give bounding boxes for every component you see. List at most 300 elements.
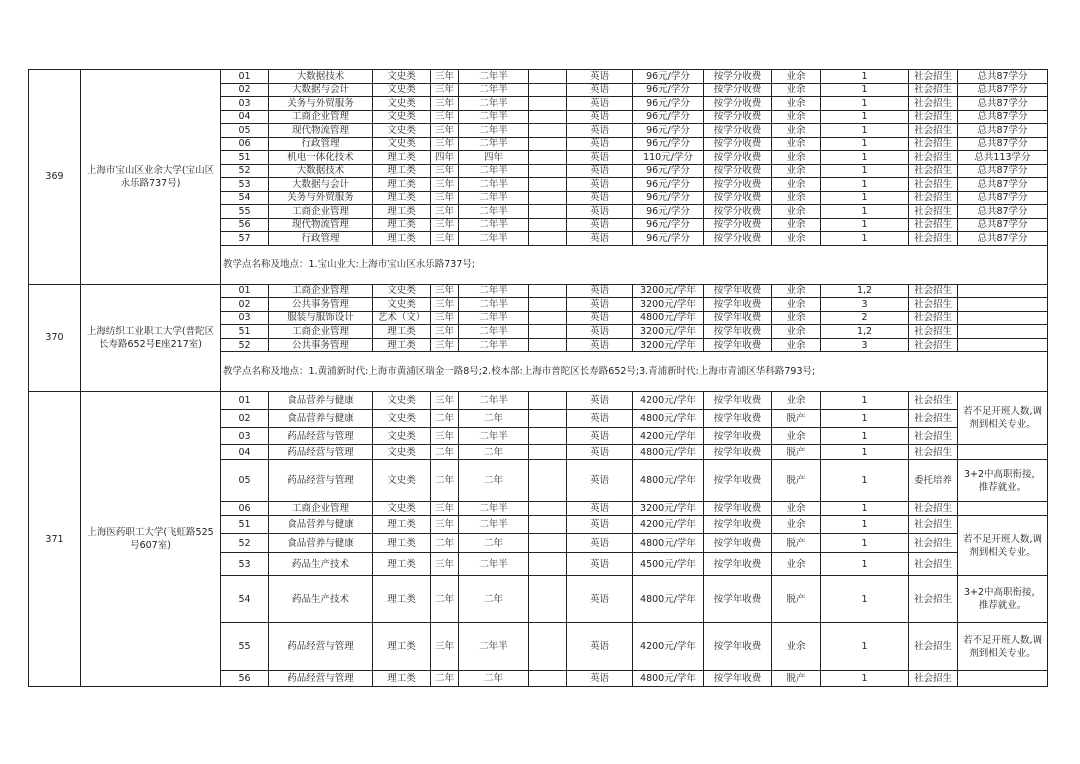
teaching-site: 1 <box>821 671 909 687</box>
program-length: 三年 <box>431 205 459 219</box>
program-length: 三年 <box>431 325 459 339</box>
study-length: 二年 <box>459 576 529 623</box>
blank-cell <box>529 124 567 138</box>
program-length: 二年 <box>431 671 459 687</box>
exam-language: 英语 <box>567 124 633 138</box>
study-mode: 业余 <box>772 164 821 178</box>
remark <box>958 338 1048 352</box>
exam-language: 英语 <box>567 83 633 97</box>
study-mode: 业余 <box>772 232 821 246</box>
major-name: 机电一体化技术 <box>269 151 373 165</box>
blank-cell <box>529 623 567 671</box>
tuition-fee: 4500元/学年 <box>633 553 704 576</box>
study-mode: 业余 <box>772 191 821 205</box>
program-code: 04 <box>221 445 269 460</box>
study-mode: 脱产 <box>772 576 821 623</box>
enrollment-type: 社会招生 <box>909 232 958 246</box>
study-mode: 业余 <box>772 311 821 325</box>
remark: 总共87学分 <box>958 83 1048 97</box>
blank-cell <box>529 338 567 352</box>
tuition-fee: 3200元/学年 <box>633 502 704 516</box>
blank-cell <box>529 151 567 165</box>
major-name: 大数据与会计 <box>269 83 373 97</box>
enrollment-type: 社会招生 <box>909 298 958 312</box>
tuition-fee: 96元/学分 <box>633 137 704 151</box>
school-number: 369 <box>29 70 81 285</box>
teaching-site: 1 <box>821 110 909 124</box>
blank-cell <box>529 534 567 553</box>
table-row <box>29 392 1048 410</box>
program-code: 03 <box>221 428 269 445</box>
tuition-fee: 4200元/学年 <box>633 623 704 671</box>
program-length: 二年 <box>431 445 459 460</box>
remark: 总共87学分 <box>958 178 1048 192</box>
teaching-site: 1 <box>821 164 909 178</box>
fee-method: 按学分收费 <box>704 205 772 219</box>
blank-cell <box>529 232 567 246</box>
major-name: 关务与外贸服务 <box>269 191 373 205</box>
subject-category: 理工类 <box>373 338 431 352</box>
enrollment-type: 社会招生 <box>909 284 958 298</box>
blank-cell <box>529 191 567 205</box>
study-length: 二年半 <box>459 124 529 138</box>
remark <box>958 502 1048 516</box>
school-number: 371 <box>29 392 81 687</box>
fee-method: 按学分收费 <box>704 178 772 192</box>
remark: 总共87学分 <box>958 232 1048 246</box>
program-code: 52 <box>221 338 269 352</box>
teaching-site: 1,2 <box>821 284 909 298</box>
study-mode: 业余 <box>772 392 821 410</box>
fee-method: 按学年收费 <box>704 311 772 325</box>
study-length: 二年半 <box>459 205 529 219</box>
blank-cell <box>529 110 567 124</box>
exam-language: 英语 <box>567 576 633 623</box>
fee-method: 按学年收费 <box>704 623 772 671</box>
tuition-fee: 4800元/学年 <box>633 445 704 460</box>
tuition-fee: 96元/学分 <box>633 205 704 219</box>
fee-method: 按学分收费 <box>704 97 772 111</box>
study-length: 二年 <box>459 534 529 553</box>
blank-cell <box>529 284 567 298</box>
study-mode: 业余 <box>772 110 821 124</box>
blank-cell <box>529 178 567 192</box>
enrollment-type: 社会招生 <box>909 110 958 124</box>
study-length: 二年半 <box>459 232 529 246</box>
remark: 总共87学分 <box>958 137 1048 151</box>
enrollment-type: 社会招生 <box>909 83 958 97</box>
program-code: 55 <box>221 623 269 671</box>
remark <box>958 284 1048 298</box>
major-name: 公共事务管理 <box>269 298 373 312</box>
program-code: 04 <box>221 110 269 124</box>
exam-language: 英语 <box>567 534 633 553</box>
major-name: 工商企业管理 <box>269 205 373 219</box>
program-length: 三年 <box>431 232 459 246</box>
program-length: 三年 <box>431 516 459 534</box>
major-name: 药品生产技术 <box>269 576 373 623</box>
exam-language: 英语 <box>567 298 633 312</box>
program-code: 01 <box>221 70 269 84</box>
program-length: 三年 <box>431 110 459 124</box>
exam-language: 英语 <box>567 110 633 124</box>
exam-language: 英语 <box>567 338 633 352</box>
tuition-fee: 110元/学分 <box>633 151 704 165</box>
remark: 总共87学分 <box>958 191 1048 205</box>
school-name: 上海纺织工业职工大学(普陀区长寿路652号E座217室) <box>81 284 221 392</box>
study-length: 二年半 <box>459 70 529 84</box>
study-length: 二年半 <box>459 325 529 339</box>
blank-cell <box>529 325 567 339</box>
major-name: 服装与服饰设计 <box>269 311 373 325</box>
program-length: 三年 <box>431 311 459 325</box>
study-mode: 业余 <box>772 205 821 219</box>
teaching-site: 1 <box>821 218 909 232</box>
tuition-fee: 4800元/学年 <box>633 311 704 325</box>
enrollment-type: 社会招生 <box>909 137 958 151</box>
exam-language: 英语 <box>567 502 633 516</box>
study-length: 二年 <box>459 460 529 502</box>
blank-cell <box>529 445 567 460</box>
exam-language: 英语 <box>567 232 633 246</box>
study-length: 二年半 <box>459 428 529 445</box>
major-name: 工商企业管理 <box>269 325 373 339</box>
program-code: 02 <box>221 298 269 312</box>
subject-category: 理工类 <box>373 325 431 339</box>
study-length: 二年半 <box>459 516 529 534</box>
study-mode: 业余 <box>772 218 821 232</box>
study-mode: 业余 <box>772 553 821 576</box>
major-name: 大数据技术 <box>269 70 373 84</box>
subject-category: 文史类 <box>373 428 431 445</box>
major-name: 药品经营与管理 <box>269 445 373 460</box>
blank-cell <box>529 576 567 623</box>
study-mode: 业余 <box>772 338 821 352</box>
fee-method: 按学年收费 <box>704 502 772 516</box>
teaching-site: 1 <box>821 83 909 97</box>
major-name: 大数据技术 <box>269 164 373 178</box>
subject-category: 文史类 <box>373 445 431 460</box>
tuition-fee: 96元/学分 <box>633 110 704 124</box>
enrollment-type: 社会招生 <box>909 428 958 445</box>
exam-language: 英语 <box>567 97 633 111</box>
study-mode: 业余 <box>772 623 821 671</box>
study-mode: 业余 <box>772 151 821 165</box>
tuition-fee: 4800元/学年 <box>633 410 704 428</box>
program-length: 三年 <box>431 178 459 192</box>
tuition-fee: 96元/学分 <box>633 97 704 111</box>
enrollment-type: 社会招生 <box>909 97 958 111</box>
exam-language: 英语 <box>567 205 633 219</box>
program-code: 55 <box>221 205 269 219</box>
exam-language: 英语 <box>567 445 633 460</box>
tuition-fee: 3200元/学年 <box>633 325 704 339</box>
study-length: 二年半 <box>459 298 529 312</box>
fee-method: 按学分收费 <box>704 124 772 138</box>
exam-language: 英语 <box>567 311 633 325</box>
fee-method: 按学年收费 <box>704 338 772 352</box>
teaching-site: 1 <box>821 516 909 534</box>
teaching-site: 1 <box>821 232 909 246</box>
program-length: 二年 <box>431 410 459 428</box>
program-length: 二年 <box>431 576 459 623</box>
teaching-site: 1 <box>821 205 909 219</box>
fee-method: 按学年收费 <box>704 284 772 298</box>
remark <box>958 671 1048 687</box>
teaching-site: 2 <box>821 311 909 325</box>
program-code: 02 <box>221 410 269 428</box>
enrollment-type: 社会招生 <box>909 534 958 553</box>
program-code: 53 <box>221 553 269 576</box>
study-mode: 业余 <box>772 516 821 534</box>
major-name: 食品营养与健康 <box>269 392 373 410</box>
blank-cell <box>529 205 567 219</box>
remark <box>958 311 1048 325</box>
program-code: 57 <box>221 232 269 246</box>
enrollment-type: 社会招生 <box>909 623 958 671</box>
study-mode: 业余 <box>772 428 821 445</box>
program-length: 三年 <box>431 298 459 312</box>
enrollment-type: 社会招生 <box>909 392 958 410</box>
fee-method: 按学年收费 <box>704 445 772 460</box>
program-length: 三年 <box>431 164 459 178</box>
tuition-fee: 96元/学分 <box>633 83 704 97</box>
blank-cell <box>529 410 567 428</box>
enrollment-type: 社会招生 <box>909 124 958 138</box>
program-length: 三年 <box>431 70 459 84</box>
program-code: 06 <box>221 137 269 151</box>
subject-category: 理工类 <box>373 671 431 687</box>
study-mode: 业余 <box>772 325 821 339</box>
teaching-site: 1 <box>821 70 909 84</box>
table-row <box>29 70 1048 84</box>
teaching-site: 3 <box>821 298 909 312</box>
tuition-fee: 4200元/学年 <box>633 392 704 410</box>
subject-category: 理工类 <box>373 534 431 553</box>
fee-method: 按学分收费 <box>704 70 772 84</box>
major-name: 行政管理 <box>269 232 373 246</box>
exam-language: 英语 <box>567 623 633 671</box>
exam-language: 英语 <box>567 325 633 339</box>
tuition-fee: 96元/学分 <box>633 70 704 84</box>
study-mode: 业余 <box>772 298 821 312</box>
program-length: 二年 <box>431 534 459 553</box>
teaching-site: 1 <box>821 392 909 410</box>
program-code: 05 <box>221 124 269 138</box>
major-name: 关务与外贸服务 <box>269 97 373 111</box>
program-length: 三年 <box>431 137 459 151</box>
fee-method: 按学年收费 <box>704 460 772 502</box>
teaching-site: 1 <box>821 124 909 138</box>
remark: 若不足开班人数,调剂到相关专业。 <box>958 516 1048 576</box>
tuition-fee: 96元/学分 <box>633 164 704 178</box>
school-number: 370 <box>29 284 81 392</box>
remark: 若不足开班人数,调剂到相关专业。 <box>958 623 1048 671</box>
blank-cell <box>529 428 567 445</box>
program-length: 四年 <box>431 151 459 165</box>
major-name: 食品营养与健康 <box>269 534 373 553</box>
study-length: 二年半 <box>459 502 529 516</box>
subject-category: 理工类 <box>373 191 431 205</box>
tuition-fee: 96元/学分 <box>633 124 704 138</box>
subject-category: 理工类 <box>373 232 431 246</box>
tuition-fee: 96元/学分 <box>633 191 704 205</box>
subject-category: 理工类 <box>373 576 431 623</box>
program-code: 03 <box>221 97 269 111</box>
teaching-site: 1 <box>821 97 909 111</box>
program-length: 三年 <box>431 623 459 671</box>
blank-cell <box>529 460 567 502</box>
fee-method: 按学年收费 <box>704 325 772 339</box>
subject-category: 理工类 <box>373 553 431 576</box>
subject-category: 文史类 <box>373 97 431 111</box>
study-length: 二年 <box>459 445 529 460</box>
major-name: 药品生产技术 <box>269 553 373 576</box>
fee-method: 按学分收费 <box>704 83 772 97</box>
remark <box>958 445 1048 460</box>
program-code: 52 <box>221 534 269 553</box>
study-length: 二年半 <box>459 191 529 205</box>
remark: 总共87学分 <box>958 218 1048 232</box>
program-length: 三年 <box>431 338 459 352</box>
study-length: 四年 <box>459 151 529 165</box>
program-length: 三年 <box>431 83 459 97</box>
study-length: 二年半 <box>459 97 529 111</box>
program-length: 三年 <box>431 218 459 232</box>
study-mode: 业余 <box>772 178 821 192</box>
study-mode: 业余 <box>772 137 821 151</box>
enrollment-type: 社会招生 <box>909 218 958 232</box>
major-name: 现代物流管理 <box>269 218 373 232</box>
teaching-site: 1 <box>821 460 909 502</box>
enrollment-type: 社会招生 <box>909 502 958 516</box>
major-name: 药品经营与管理 <box>269 428 373 445</box>
program-length: 三年 <box>431 97 459 111</box>
fee-method: 按学年收费 <box>704 576 772 623</box>
enrollment-table <box>28 69 1048 687</box>
fee-method: 按学分收费 <box>704 218 772 232</box>
tuition-fee: 4200元/学年 <box>633 428 704 445</box>
fee-method: 按学分收费 <box>704 110 772 124</box>
program-code: 56 <box>221 218 269 232</box>
study-length: 二年半 <box>459 218 529 232</box>
study-mode: 脱产 <box>772 671 821 687</box>
study-length: 二年 <box>459 671 529 687</box>
program-code: 02 <box>221 83 269 97</box>
remark <box>958 325 1048 339</box>
study-length: 二年半 <box>459 338 529 352</box>
study-mode: 脱产 <box>772 410 821 428</box>
major-name: 现代物流管理 <box>269 124 373 138</box>
tuition-fee: 96元/学分 <box>633 178 704 192</box>
teaching-site: 1 <box>821 445 909 460</box>
subject-category: 文史类 <box>373 298 431 312</box>
blank-cell <box>529 83 567 97</box>
teaching-site: 1 <box>821 553 909 576</box>
program-length: 三年 <box>431 284 459 298</box>
teaching-site: 1 <box>821 191 909 205</box>
enrollment-type: 社会招生 <box>909 445 958 460</box>
fee-method: 按学年收费 <box>704 410 772 428</box>
blank-cell <box>529 553 567 576</box>
program-code: 51 <box>221 325 269 339</box>
subject-category: 文史类 <box>373 392 431 410</box>
exam-language: 英语 <box>567 671 633 687</box>
exam-language: 英语 <box>567 70 633 84</box>
table-row <box>29 284 1048 298</box>
fee-method: 按学年收费 <box>704 298 772 312</box>
enrollment-type: 社会招生 <box>909 164 958 178</box>
fee-method: 按学年收费 <box>704 392 772 410</box>
remark: 3+2中高职衔接，推荐就业。 <box>958 576 1048 623</box>
tuition-fee: 4800元/学年 <box>633 671 704 687</box>
fee-method: 按学分收费 <box>704 151 772 165</box>
tuition-fee: 3200元/学年 <box>633 298 704 312</box>
major-name: 行政管理 <box>269 137 373 151</box>
fee-method: 按学分收费 <box>704 137 772 151</box>
program-code: 52 <box>221 164 269 178</box>
study-length: 二年半 <box>459 83 529 97</box>
study-mode: 业余 <box>772 70 821 84</box>
blank-cell <box>529 218 567 232</box>
blank-cell <box>529 392 567 410</box>
major-name: 公共事务管理 <box>269 338 373 352</box>
teaching-site: 1 <box>821 410 909 428</box>
school-name: 上海医药职工大学(飞虹路525号607室) <box>81 392 221 687</box>
teaching-site: 1 <box>821 178 909 192</box>
fee-method: 按学年收费 <box>704 428 772 445</box>
remark: 3+2中高职衔接，推荐就业。 <box>958 460 1048 502</box>
remark: 总共87学分 <box>958 110 1048 124</box>
enrollment-type: 委托培养 <box>909 460 958 502</box>
school-name: 上海市宝山区业余大学(宝山区永乐路737号) <box>81 70 221 285</box>
teaching-site: 1 <box>821 137 909 151</box>
program-code: 03 <box>221 311 269 325</box>
exam-language: 英语 <box>567 164 633 178</box>
study-length: 二年半 <box>459 553 529 576</box>
exam-language: 英语 <box>567 151 633 165</box>
program-length: 二年 <box>431 460 459 502</box>
teaching-site: 3 <box>821 338 909 352</box>
remark: 总共113学分 <box>958 151 1048 165</box>
enrollment-type: 社会招生 <box>909 191 958 205</box>
enrollment-type: 社会招生 <box>909 178 958 192</box>
study-length: 二年半 <box>459 137 529 151</box>
major-name: 大数据与会计 <box>269 178 373 192</box>
study-mode: 业余 <box>772 502 821 516</box>
tuition-fee: 4800元/学年 <box>633 576 704 623</box>
program-length: 三年 <box>431 191 459 205</box>
teaching-site: 1,2 <box>821 325 909 339</box>
enrollment-type: 社会招生 <box>909 325 958 339</box>
program-code: 06 <box>221 502 269 516</box>
subject-category: 理工类 <box>373 516 431 534</box>
enrollment-type: 社会招生 <box>909 205 958 219</box>
remark <box>958 298 1048 312</box>
subject-category: 文史类 <box>373 410 431 428</box>
program-length: 三年 <box>431 124 459 138</box>
study-length: 二年 <box>459 410 529 428</box>
study-length: 二年半 <box>459 392 529 410</box>
tuition-fee: 4800元/学年 <box>633 460 704 502</box>
tuition-fee: 96元/学分 <box>633 218 704 232</box>
enrollment-type: 社会招生 <box>909 311 958 325</box>
teaching-site: 1 <box>821 623 909 671</box>
exam-language: 英语 <box>567 460 633 502</box>
remark: 总共87学分 <box>958 205 1048 219</box>
study-mode: 业余 <box>772 97 821 111</box>
fee-method: 按学分收费 <box>704 164 772 178</box>
